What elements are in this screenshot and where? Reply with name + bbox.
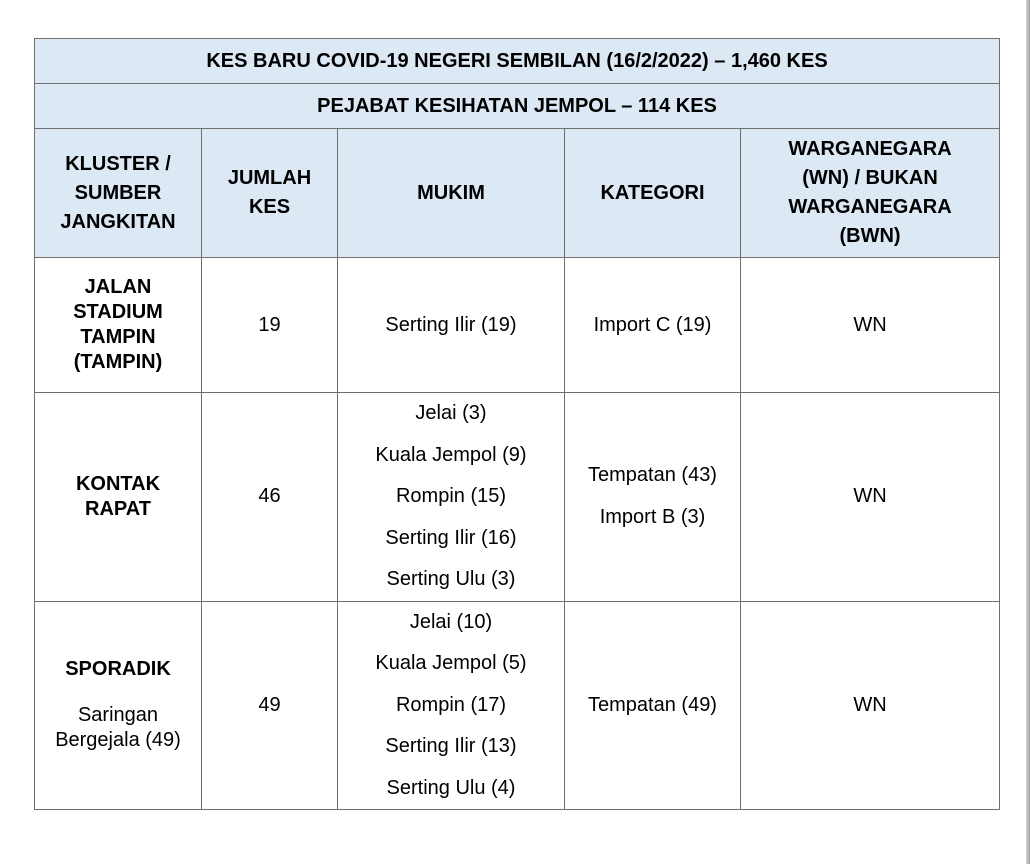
cluster-cell (35, 258, 202, 393)
category-text: Tempatan (49) (588, 693, 717, 716)
subtitle-row (35, 84, 1000, 129)
category-cell (565, 393, 741, 602)
header-cluster (35, 129, 202, 258)
table-row (35, 393, 1000, 602)
header-row (35, 129, 1000, 258)
category-text: Import B (3) (599, 505, 706, 528)
category-text: Tempatan (43) (588, 464, 717, 487)
header-text: JANGKITAN (60, 210, 176, 233)
cluster-text: JALAN (84, 276, 152, 298)
header-text: (BWN) (839, 225, 901, 247)
mukim-text: Jelai (10) (409, 610, 493, 633)
cluster-cell (35, 393, 202, 602)
cluster-text: (TAMPIN) (73, 351, 163, 373)
category-cell (565, 258, 741, 393)
citizen-cell: WN (741, 393, 1000, 602)
count-cell: 49 (202, 601, 338, 810)
citizen-cell: WN (741, 258, 1000, 393)
header-mukim (338, 129, 565, 258)
mukim-text: Kuala Jempol (5) (375, 652, 527, 674)
header-text: JUMLAH (227, 167, 312, 189)
header-text: SUMBER (74, 181, 162, 204)
header-text: (WN) / BUKAN (802, 167, 938, 189)
mukim-text: Serting Ulu (4) (386, 776, 516, 799)
cluster-text: TAMPIN (80, 326, 156, 348)
mukim-cell (338, 601, 565, 810)
cluster-desc-text: Bergejala (49) (55, 728, 181, 751)
mukim-text: Serting Ulu (3) (386, 568, 516, 590)
table-row (35, 601, 1000, 810)
mukim-text: Rompin (17) (395, 693, 507, 716)
category-cell (565, 601, 741, 810)
mukim-text: Serting Ilir (13) (385, 735, 517, 757)
cluster-desc (35, 703, 201, 753)
header-count (202, 129, 338, 258)
header-category (565, 129, 741, 258)
mukim-text: Kuala Jempol (9) (375, 443, 527, 466)
header-text: WARGANEGARA (788, 196, 952, 218)
title-row (35, 39, 1000, 84)
header-text: KATEGORI (600, 181, 705, 204)
mukim-text: Jelai (3) (415, 402, 487, 424)
header-citizen (741, 129, 1000, 258)
mukim-cell (338, 258, 565, 393)
mukim-text: Serting Ilir (16) (385, 526, 517, 549)
cluster-text: STADIUM (73, 301, 163, 323)
cluster-cell (35, 601, 202, 810)
table-row (35, 258, 1000, 393)
page-edge-shadow (1026, 0, 1030, 864)
mukim-text: Rompin (15) (395, 485, 507, 507)
count-cell: 46 (202, 393, 338, 602)
header-text: MUKIM (417, 181, 485, 204)
citizen-cell: WN (741, 601, 1000, 810)
mukim-cell (338, 393, 565, 602)
cluster-text: RAPAT (85, 497, 151, 520)
table-title: KES BARU COVID-19 NEGERI SEMBILAN (16/2/2022) – 1,460 KES (35, 39, 1000, 84)
header-text: KLUSTER / (65, 152, 171, 175)
header-text: WARGANEGARA (788, 138, 952, 160)
header-text: KES (248, 196, 291, 218)
cluster-desc-text: Saringan (77, 703, 159, 726)
table-subtitle: PEJABAT KESIHATAN JEMPOL – 114 KES (35, 84, 1000, 129)
category-text: Import C (19) (593, 313, 712, 336)
count-cell: 19 (202, 258, 338, 393)
mukim-text: Serting Ilir (19) (385, 313, 517, 336)
covid-cases-table (34, 38, 1000, 810)
cluster-text: SPORADIK (65, 657, 171, 680)
cluster-text: KONTAK (75, 472, 161, 495)
